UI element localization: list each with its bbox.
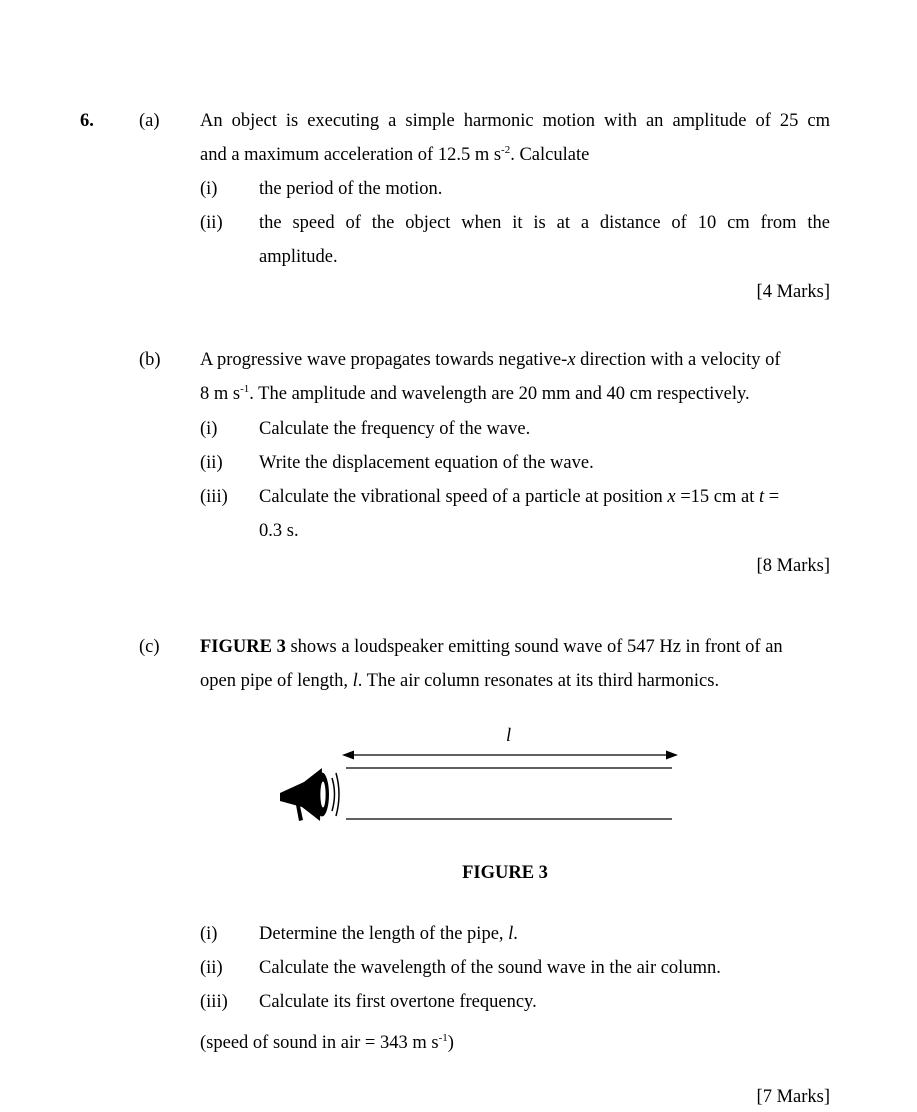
figure-length-label: l xyxy=(506,726,512,746)
part-b-iii-cont: 0.3 s. xyxy=(259,521,299,541)
part-b-label: (b) xyxy=(139,350,161,370)
figure-reference: FIGURE 3 xyxy=(200,637,286,657)
part-c-marks: [7 Marks] xyxy=(756,1087,830,1107)
part-a-i-text: the period of the motion. xyxy=(259,179,443,199)
part-c-line2-var: l xyxy=(352,671,358,691)
part-b-line2-text: 8 m s xyxy=(200,384,241,404)
part-a-ii-label: (ii) xyxy=(200,213,223,233)
part-b-line2 xyxy=(200,384,750,405)
part-b-iii-var-x: x xyxy=(667,487,676,507)
part-c-iii-text: Calculate its first overtone frequency. xyxy=(259,992,537,1012)
note-sup: -1 xyxy=(438,1032,448,1044)
part-a-line1: An object is executing a simple harmonic motion with an amplitude of 25 cm xyxy=(200,111,830,131)
part-b-line2-sup: -1 xyxy=(240,383,250,395)
part-a-line2-end: . Calculate xyxy=(510,145,590,165)
speed-of-sound-note xyxy=(200,1033,454,1054)
part-c-iii-label: (iii) xyxy=(200,992,228,1012)
note-end: ) xyxy=(447,1033,454,1053)
part-b-ii-text: Write the displacement equation of the wave. xyxy=(259,453,594,473)
part-c-i-text xyxy=(259,924,518,945)
part-b-iii-pre: Calculate the vibrational speed of a particle at position xyxy=(259,487,668,507)
length-arrow xyxy=(342,751,678,760)
part-a-line2 xyxy=(200,145,589,166)
part-a-label: (a) xyxy=(139,111,160,131)
question-number: 6. xyxy=(80,111,94,131)
part-c-ii-text: Calculate the wavelength of the sound wave in the air column. xyxy=(259,958,721,978)
part-b-iii-mid: =15 cm at xyxy=(675,487,760,507)
part-c-label: (c) xyxy=(139,637,160,657)
part-b-line1-var: x xyxy=(567,350,576,370)
part-c-line2-end: . The air column resonates at its third harmonics. xyxy=(357,671,720,691)
part-b-line1 xyxy=(200,350,781,371)
part-c-i-post: . xyxy=(513,924,518,944)
part-b-iii-label: (iii) xyxy=(200,487,228,507)
part-c-line1-text: shows a loudspeaker emitting sound wave of 547 Hz in front of an xyxy=(285,637,783,657)
part-c-ii-label: (ii) xyxy=(200,958,223,978)
part-a-i-label: (i) xyxy=(200,179,218,199)
part-a-ii-cont: amplitude. xyxy=(259,247,338,267)
part-b-iii-var-t: t xyxy=(759,487,765,507)
part-b-i-text: Calculate the frequency of the wave. xyxy=(259,419,531,439)
part-c-line2-text: open pipe of length, xyxy=(200,671,353,691)
part-b-iii-post: = xyxy=(764,487,780,507)
part-a-line2-text: and a maximum acceleration of 12.5 m s xyxy=(200,145,502,165)
part-c-i-label: (i) xyxy=(200,924,218,944)
part-b-line1-end: direction with a velocity of xyxy=(575,350,781,370)
part-b-i-label: (i) xyxy=(200,419,218,439)
part-b-ii-label: (ii) xyxy=(200,453,223,473)
part-b-marks: [8 Marks] xyxy=(756,556,830,576)
part-a-ii-text: the speed of the object when it is at a distance of 10 cm from the xyxy=(259,213,830,233)
figure-caption: FIGURE 3 xyxy=(462,863,548,883)
note-text: (speed of sound in air = 343 m s xyxy=(200,1033,439,1053)
part-b-line1-text: A progressive wave propagates towards negative- xyxy=(200,350,568,370)
part-c-line2 xyxy=(200,671,719,692)
part-a-marks: [4 Marks] xyxy=(756,282,830,302)
part-c-i-pre: Determine the length of the pipe, xyxy=(259,924,509,944)
part-b-line2-end: . The amplitude and wavelength are 20 mm and 40 cm respectively. xyxy=(249,384,750,404)
loudspeaker-icon xyxy=(280,768,339,821)
part-c-i-var: l xyxy=(508,924,514,944)
figure-3-diagram xyxy=(270,740,690,835)
part-b-iii-text xyxy=(259,487,779,508)
part-c-line1 xyxy=(200,637,783,658)
part-a-line2-sup: -2 xyxy=(501,144,511,156)
